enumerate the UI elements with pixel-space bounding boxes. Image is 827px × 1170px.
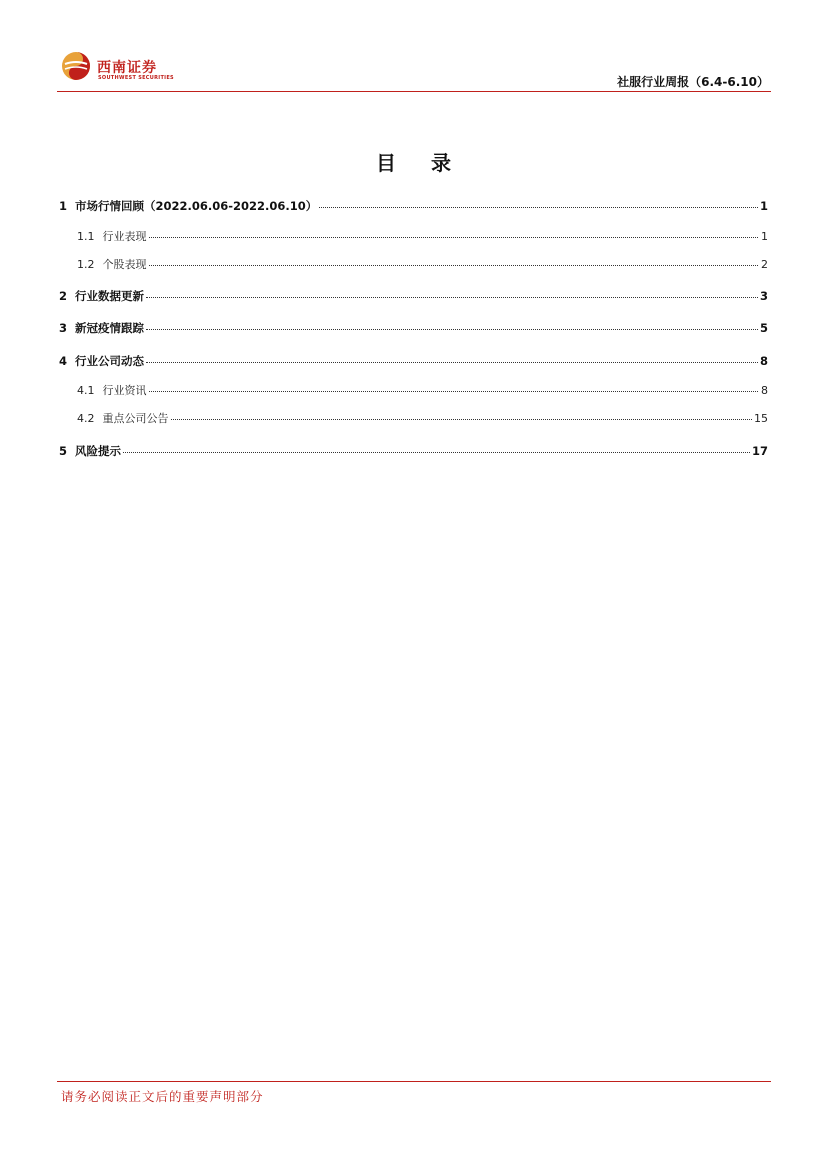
toc-entry-number: 2 <box>59 289 68 303</box>
report-title: 社服行业周报（6.4-6.10） <box>617 75 769 89</box>
toc-entry-number: 3 <box>59 321 68 335</box>
toc-entry-label: 新冠疫情跟踪 <box>75 321 145 335</box>
toc-entry-number: 1.1 <box>77 230 95 243</box>
toc-entry-page: 5 <box>759 321 768 335</box>
header-divider <box>57 91 771 92</box>
toc-entry-page: 8 <box>759 354 768 368</box>
toc-entry-1-1[interactable] <box>59 228 768 244</box>
toc-entry-label: 个股表现 <box>102 258 147 271</box>
toc-entry-number: 5 <box>59 444 68 458</box>
toc-leader-dots <box>149 391 759 392</box>
toc-leader-dots <box>123 452 750 453</box>
toc-entry-4-1[interactable] <box>59 382 768 398</box>
toc-title: 目 录 <box>376 151 465 175</box>
toc-entry-label: 行业公司动态 <box>75 354 145 368</box>
toc-entry-label: 行业表现 <box>102 230 147 243</box>
toc-entry-number: 1 <box>59 199 68 213</box>
toc-leader-dots <box>149 265 759 266</box>
toc-entry-label: 行业资讯 <box>102 384 147 397</box>
toc-entry-page: 1 <box>761 230 768 243</box>
toc-entry-number: 4.1 <box>77 384 95 397</box>
toc-leader-dots <box>149 237 759 238</box>
toc-entry-number: 4.2 <box>77 412 95 425</box>
page-header <box>57 45 771 93</box>
toc-entry-label: 风险提示 <box>75 444 122 458</box>
toc-entry-page: 8 <box>761 384 768 397</box>
toc-entry-label: 行业数据更新 <box>75 289 145 303</box>
toc-entry-page: 15 <box>754 412 768 425</box>
toc-entry-1[interactable] <box>59 198 768 214</box>
toc-entry-2[interactable] <box>59 288 768 304</box>
disclaimer-note: 请务必阅读正文后的重要声明部分 <box>61 1089 264 1104</box>
toc-leader-dots <box>146 362 758 363</box>
toc-entry-4[interactable] <box>59 353 768 369</box>
toc-entry-5[interactable] <box>59 443 768 459</box>
toc-entry-page: 3 <box>759 289 768 303</box>
footer-divider <box>57 1081 771 1082</box>
logo-text-en: SOUTHWEST SECURITIES <box>98 75 174 81</box>
toc-leader-dots <box>146 297 758 298</box>
toc-entry-number: 1.2 <box>77 258 95 271</box>
toc-entry-page: 17 <box>751 444 768 458</box>
logo-text-cn: 西南证券 <box>97 60 157 76</box>
toc-leader-dots <box>171 419 753 420</box>
toc-entry-3[interactable] <box>59 320 768 336</box>
toc-entry-number: 4 <box>59 354 68 368</box>
toc-leader-dots <box>146 329 758 330</box>
toc-entry-4-2[interactable] <box>59 410 768 426</box>
toc-leader-dots <box>319 207 758 208</box>
toc-entry-page: 2 <box>761 258 768 271</box>
toc-entry-label: 市场行情回顾（2022.06.06-2022.06.10） <box>75 199 318 213</box>
toc-entry-label: 重点公司公告 <box>102 412 169 425</box>
southwest-securities-logo-icon <box>61 51 91 81</box>
toc-entry-1-2[interactable] <box>59 256 768 272</box>
toc-entry-page: 1 <box>759 199 768 213</box>
